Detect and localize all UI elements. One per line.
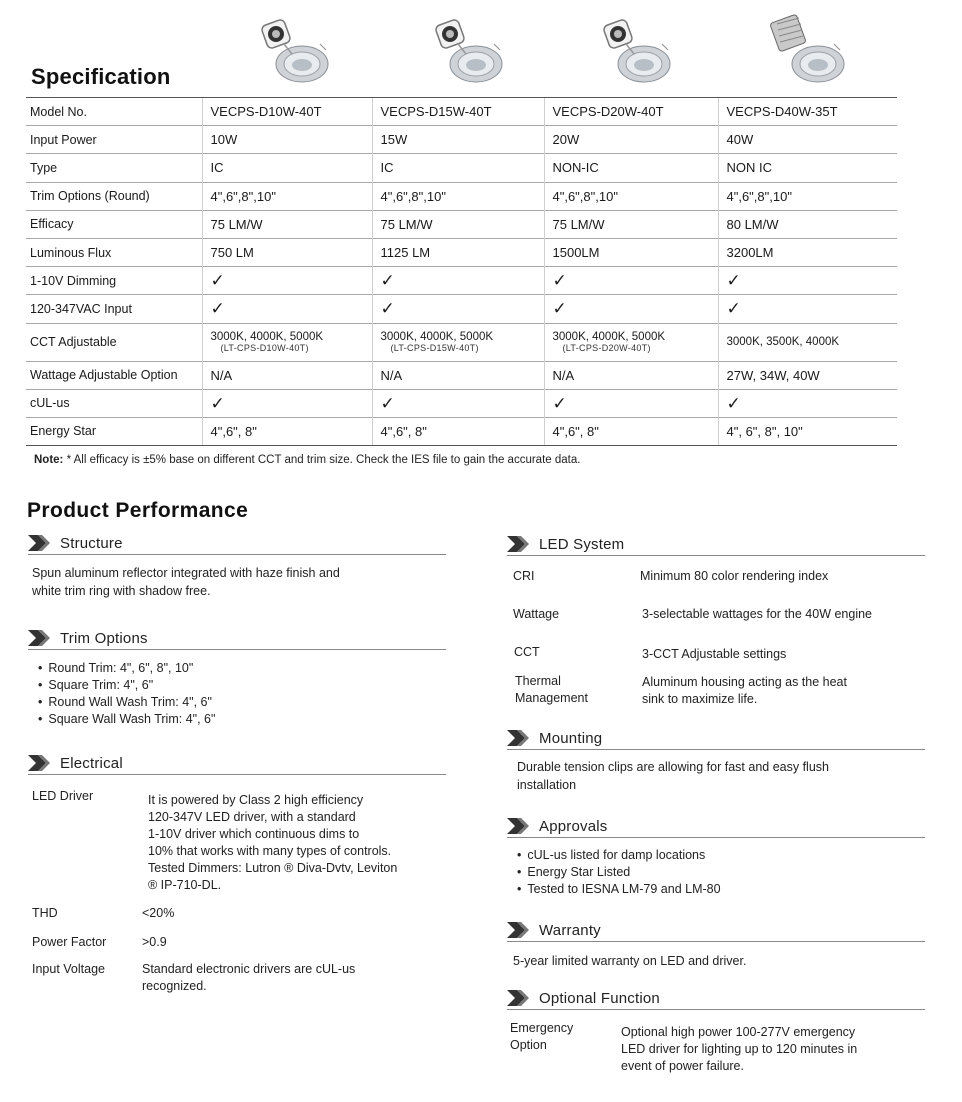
section-heading: Electrical: [60, 755, 123, 772]
input-power-value: 15W: [372, 126, 544, 154]
structure-text: Spun aluminum reflector integrated with haze finish and white trim ring with shadow free.: [32, 566, 340, 598]
section-heading: LED System: [539, 536, 625, 553]
row-label: Type: [26, 154, 202, 182]
type-value: IC: [372, 154, 544, 182]
list-item: • Tested to IESNA LM-79 and LM-80: [517, 881, 721, 898]
thermal-value: Aluminum housing acting as the heat sink to maximize life.: [642, 675, 847, 706]
downlight-image: [254, 14, 334, 90]
energy-star-value: 4", 6", 8", 10": [718, 417, 897, 445]
cct-value: 3000K, 4000K, 5000K: [552, 331, 666, 343]
luminous-flux-value: 3200LM: [718, 238, 897, 266]
chevron-right-icon: [28, 629, 54, 647]
wattage-label: Wattage: [513, 607, 560, 621]
row-label: Trim Options (Round): [26, 182, 202, 210]
row-label: 120-347VAC Input: [26, 295, 202, 323]
section-heading: Approvals: [539, 818, 608, 835]
energy-star-value: 4",6", 8": [372, 417, 544, 445]
trim-options-value: 4",6",8",10": [544, 182, 718, 210]
cct-value: 3000K, 3500K, 4000K: [726, 336, 840, 348]
note-text: * All efficacy is ±5% base on different CCT and trim size. Check the IES file to gain the accurate data.: [63, 454, 581, 466]
cct-value: 3-CCT Adjustable settings: [642, 647, 787, 661]
checkmark-icon: ✓: [552, 393, 567, 413]
row-label: Luminous Flux: [26, 238, 202, 266]
input-power-value: 40W: [718, 126, 897, 154]
table-row-model: [26, 98, 897, 126]
model-value: VECPS-D10W-40T: [202, 98, 372, 126]
luminous-flux-value: 1125 LM: [372, 238, 544, 266]
table-row-type: [26, 154, 897, 182]
checkmark-icon: ✓: [210, 299, 225, 319]
cri-value: Minimum 80 color rendering index: [640, 569, 829, 583]
efficacy-value: 75 LM/W: [372, 210, 544, 238]
efficacy-value: 75 LM/W: [202, 210, 372, 238]
table-row-input-power: [26, 126, 897, 154]
model-value: VECPS-D40W-35T: [718, 98, 897, 126]
row-label: Wattage Adjustable Option: [26, 361, 202, 389]
checkmark-icon: ✓: [380, 393, 395, 413]
power-factor-label: Power Factor: [32, 935, 107, 949]
row-label: CCT Adjustable: [26, 323, 202, 361]
specification-title: Specification: [31, 64, 171, 89]
row-label: Input Power: [26, 126, 202, 154]
section-heading: Optional Function: [539, 990, 660, 1007]
section-heading: Trim Options: [60, 630, 148, 647]
specification-table: [26, 97, 897, 446]
chevron-right-icon: [507, 535, 533, 553]
product-image-d40w: [768, 14, 848, 90]
section-header-electrical: [28, 753, 446, 775]
power-factor-value: >0.9: [142, 935, 167, 949]
efficacy-value: 80 LM/W: [718, 210, 897, 238]
checkmark-icon: ✓: [552, 271, 567, 291]
downlight-image: [768, 14, 848, 90]
row-label: cUL-us: [26, 389, 202, 417]
list-item: • Square Wall Wash Trim: 4", 6": [38, 711, 215, 728]
list-item: • Energy Star Listed: [517, 864, 721, 881]
section-header-mounting: [507, 728, 925, 750]
section-header-trim-options: [28, 628, 446, 650]
cct-model: (LT-CPS-D15W-40T): [390, 343, 479, 353]
chevron-right-icon: [507, 989, 533, 1007]
product-image-d20w: [596, 14, 676, 90]
spec-note: [34, 454, 580, 466]
table-row-dimming: [26, 267, 897, 295]
row-label: Efficacy: [26, 210, 202, 238]
cct-model: (LT-CPS-D10W-40T): [220, 343, 309, 353]
type-value: NON IC: [718, 154, 897, 182]
note-label: Note:: [34, 454, 64, 466]
chevron-right-icon: [507, 817, 533, 835]
table-row-energy-star: [26, 417, 897, 445]
input-voltage-label: Input Voltage: [32, 962, 105, 976]
performance-title: Product Performance: [27, 499, 249, 522]
model-value: VECPS-D15W-40T: [372, 98, 544, 126]
section-header-optional-function: [507, 988, 925, 1010]
wattage-option-value: N/A: [544, 361, 718, 389]
list-item: • cUL-us listed for damp locations: [517, 847, 721, 864]
product-image-d10w: [254, 14, 334, 90]
wattage-option-value: N/A: [202, 361, 372, 389]
table-row-trim-options: [26, 182, 897, 210]
cri-label: CRI: [513, 569, 535, 583]
section-header-approvals: [507, 816, 925, 838]
wattage-value: 3-selectable wattages for the 40W engine: [642, 607, 872, 621]
list-item: • Round Wall Wash Trim: 4", 6": [38, 694, 215, 711]
input-power-value: 20W: [544, 126, 718, 154]
emergency-option-label: Emergency Option: [510, 1021, 574, 1052]
checkmark-icon: ✓: [380, 271, 395, 291]
cct-value: 3000K, 4000K, 5000K: [210, 331, 324, 343]
section-header-structure: [28, 533, 446, 555]
row-label: 1-10V Dimming: [26, 267, 202, 295]
approvals-list: [517, 847, 721, 898]
list-item: • Square Trim: 4", 6": [38, 677, 215, 694]
checkmark-icon: ✓: [552, 299, 567, 319]
product-image-d15w: [428, 14, 508, 90]
trim-options-value: 4",6",8",10": [718, 182, 897, 210]
input-power-value: 10W: [202, 126, 372, 154]
mounting-text: Durable tension clips are allowing for fast and easy flush installation: [517, 760, 829, 792]
efficacy-value: 75 LM/W: [544, 210, 718, 238]
thd-value: <20%: [142, 906, 175, 920]
trim-options-list: [38, 660, 215, 728]
table-row-input-voltage: [26, 295, 897, 323]
emergency-option-value: Optional high power 100-277V emergency LED driver for lighting up to 120 minutes in event of power failure.: [621, 1025, 858, 1073]
thermal-label: Thermal Management: [515, 674, 588, 705]
led-driver-label: LED Driver: [32, 789, 94, 803]
energy-star-value: 4",6", 8": [544, 417, 718, 445]
luminous-flux-value: 750 LM: [202, 238, 372, 266]
checkmark-icon: ✓: [726, 393, 741, 413]
chevron-right-icon: [507, 921, 533, 939]
checkmark-icon: ✓: [380, 299, 395, 319]
energy-star-value: 4",6", 8": [202, 417, 372, 445]
row-label: Model No.: [26, 98, 202, 126]
chevron-right-icon: [28, 754, 54, 772]
table-row-cct: [26, 323, 897, 361]
input-voltage-value: Standard electronic drivers are cUL-us recognized.: [142, 962, 356, 993]
checkmark-icon: ✓: [726, 271, 741, 291]
wattage-option-value: N/A: [372, 361, 544, 389]
cct-label: CCT: [514, 645, 540, 659]
checkmark-icon: ✓: [210, 393, 225, 413]
chevron-right-icon: [28, 534, 54, 552]
row-label: Energy Star: [26, 417, 202, 445]
cct-model: (LT-CPS-D20W-40T): [562, 343, 651, 353]
table-row-luminous-flux: [26, 238, 897, 266]
checkmark-icon: ✓: [726, 299, 741, 319]
section-header-warranty: [507, 920, 925, 942]
model-value: VECPS-D20W-40T: [544, 98, 718, 126]
list-item: • Round Trim: 4", 6", 8", 10": [38, 660, 215, 677]
checkmark-icon: ✓: [210, 271, 225, 291]
thd-label: THD: [32, 906, 58, 920]
section-heading: Structure: [60, 535, 123, 552]
cct-value: 3000K, 4000K, 5000K: [380, 331, 494, 343]
chevron-right-icon: [507, 729, 533, 747]
downlight-image: [428, 14, 508, 90]
section-header-led-system: [507, 534, 925, 556]
section-heading: Mounting: [539, 730, 603, 747]
led-driver-value: It is powered by Class 2 high efficiency 120-347V LED driver, with a standard 1-10V driver which continuous dims to 10% that works with many types of controls. Tested Dimmers: Lutron ® Diva-Dvtv, Leviton ® IP-710-DL.: [148, 793, 398, 892]
downlight-image: [596, 14, 676, 90]
table-row-efficacy: [26, 210, 897, 238]
type-value: NON-IC: [544, 154, 718, 182]
table-row-cul-us: [26, 389, 897, 417]
luminous-flux-value: 1500LM: [544, 238, 718, 266]
trim-options-value: 4",6",8",10": [202, 182, 372, 210]
type-value: IC: [202, 154, 372, 182]
wattage-option-value: 27W, 34W, 40W: [718, 361, 897, 389]
trim-options-value: 4",6",8",10": [372, 182, 544, 210]
table-row-wattage-option: [26, 361, 897, 389]
warranty-text: 5-year limited warranty on LED and driver.: [513, 954, 747, 968]
section-heading: Warranty: [539, 922, 601, 939]
